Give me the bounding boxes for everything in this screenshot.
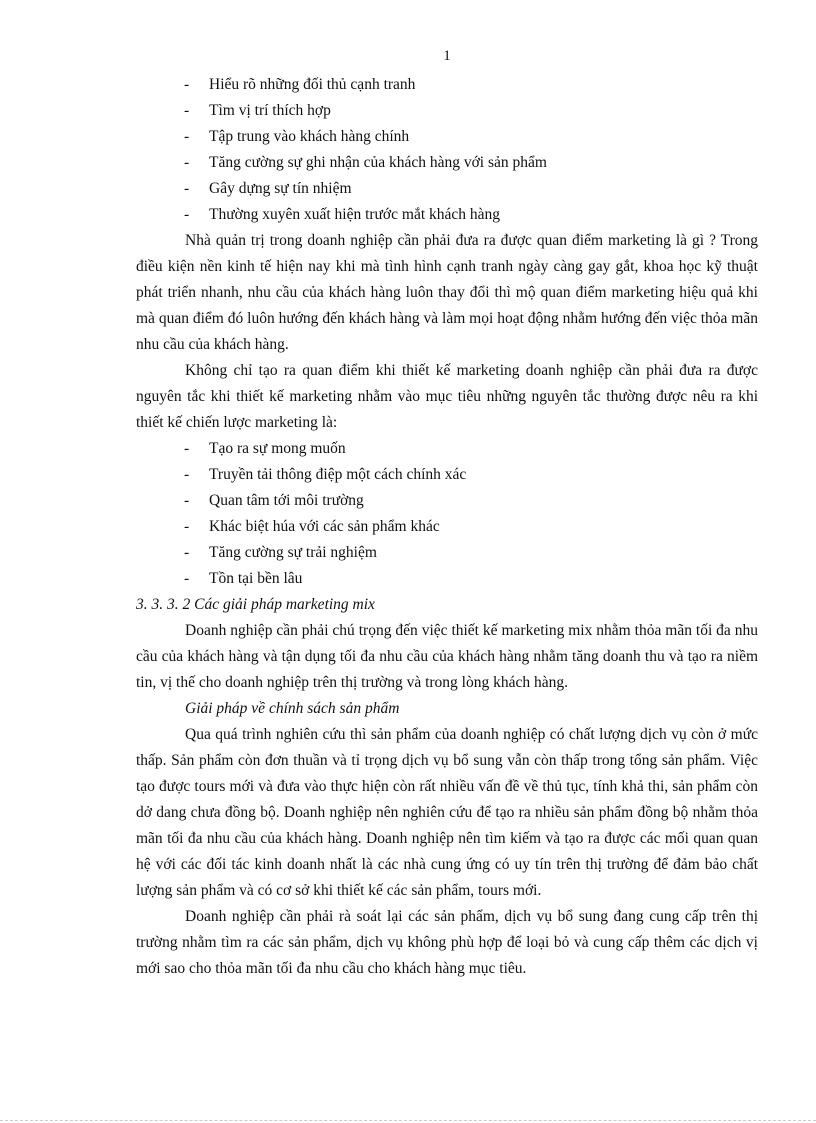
paragraph-2: Không chỉ tạo ra quan điểm khi thiết kế marketing doanh nghiệp cần phải đưa ra được nguyên tắc khi thiết kế marketing nhằm vào mục tiêu những nguyên tắc thường được nêu ra khi thiết kế chiến lược marketing là:	[136, 362, 758, 431]
bullet-dash: -	[184, 102, 190, 119]
bullet-dash: -	[184, 154, 190, 171]
bullet-list-1	[136, 72, 758, 228]
list-item: - Tập trung vào khách hàng chính	[136, 124, 758, 150]
list-item: - Khác biệt húa với các sản phẩm khác	[136, 514, 758, 540]
list-item: - Thường xuyên xuất hiện trước mắt khách hàng	[136, 202, 758, 228]
list-item: - Gây dựng sự tín nhiệm	[136, 176, 758, 202]
list-item: - Tăng cường sự ghi nhận của khách hàng với sản phẩm	[136, 150, 758, 176]
page-number: 1	[443, 48, 451, 64]
list-item: - Quan tâm tới môi trường	[136, 488, 758, 514]
bullet-dash: -	[184, 492, 190, 509]
bullet-list-2	[136, 436, 758, 592]
page-bottom-divider	[0, 1120, 816, 1121]
list-item: - Tìm vị trí thích hợp	[136, 98, 758, 124]
bullet-dash: -	[184, 570, 190, 587]
bullet-dash: -	[184, 180, 190, 197]
bullet-dash: -	[184, 518, 190, 535]
document-body	[136, 72, 758, 982]
paragraph-3: Doanh nghiệp cần phải chú trọng đến việc thiết kế marketing mix nhằm thỏa mãn tối đa nhu cầu của khách hàng và tận dụng tối đa nhu cầu của khách hàng nhằm tăng doanh thu và tạo ra niềm tin, vị thế cho doanh nghiệp trên thị trường và trong lòng khách hàng.	[136, 622, 758, 691]
paragraph-4: Qua quá trình nghiên cứu thì sản phẩm của doanh nghiệp có chất lượng dịch vụ còn ở mức thấp. Sản phẩm còn đơn thuần và tỉ trọng dịch vụ bổ sung vẫn còn thấp trong tổng sản phẩm. Việc tạo được tours mới và đưa vào thực hiện còn rất nhiều vấn đề về thủ tục, tính khả thi, sản phẩm còn dở dang chưa đồng bộ. Doanh nghiệp nên nghiên cứu để tạo ra nhiều sản phẩm đồng bộ nhằm thỏa mãn tối đa nhu cầu của khách hàng. Doanh nghiệp nên tìm kiếm và tạo ra được các mối quan quan hệ với các đối tác kinh doanh nhất là các nhà cung ứng có uy tín trên thị trường để đảm bảo chất lượng sản phẩm và có cơ sở khi thiết kế các sản phẩm, tours mới.	[136, 726, 758, 899]
section-heading: 3. 3. 3. 2 Các giải pháp marketing mix	[136, 596, 375, 613]
bullet-dash: -	[184, 544, 190, 561]
bullet-dash: -	[184, 76, 190, 93]
list-item: - Tăng cường sự trải nghiệm	[136, 540, 758, 566]
bullet-dash: -	[184, 206, 190, 223]
paragraph-5: Doanh nghiệp cần phải rà soát lại các sản phẩm, dịch vụ bổ sung đang cung cấp trên thị trường nhằm tìm ra các sản phẩm, dịch vụ không phù hợp để loại bỏ và cung cấp thêm các dịch vị mới sao cho thỏa mãn tối đa nhu cầu cho khách hàng mục tiêu.	[136, 908, 758, 977]
bullet-dash: -	[184, 128, 190, 145]
list-item: - Hiểu rõ những đối thủ cạnh tranh	[136, 72, 758, 98]
list-item: - Tạo ra sự mong muốn	[136, 436, 758, 462]
paragraph-1: Nhà quản trị trong doanh nghiệp cần phải đưa ra được quan điểm marketing là gì ? Trong điều kiện nền kinh tế hiện nay khi mà tình hình cạnh tranh ngày càng gay gắt, khoa học kỹ thuật phát triển nhanh, nhu cầu của khách hàng luôn thay đổi thì mộ quan điểm marketing hiệu quả khi mà quan điểm đó luôn hướng đến khách hàng và làm mọi hoạt động nhằm hướng đến việc thỏa mãn nhu cầu của khách hàng.	[136, 232, 758, 353]
bullet-dash: -	[184, 440, 190, 457]
bullet-dash: -	[184, 466, 190, 483]
list-item: - Tồn tại bền lâu	[136, 566, 758, 592]
list-item: - Truyền tải thông điệp một cách chính xác	[136, 462, 758, 488]
sub-heading: Giải pháp về chính sách sản phẩm	[185, 700, 400, 717]
